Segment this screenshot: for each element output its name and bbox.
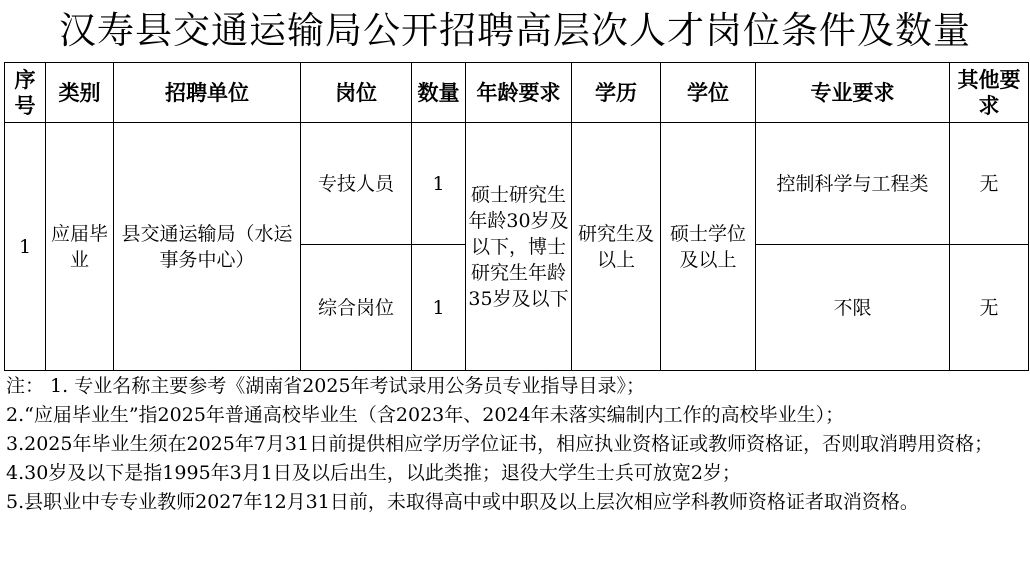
page-title: 汉寿县交通运输局公开招聘高层次人才岗位条件及数量 [59, 9, 971, 52]
note-item: 注： 1. 专业名称主要参考《湖南省2025年考试录用公务员专业指导目录》； [6, 375, 646, 397]
header-unit: 招聘单位 [114, 63, 301, 123]
cell-category: 应届毕业 [46, 123, 114, 371]
cell-other: 无 [950, 123, 1029, 245]
cell-seq: 1 [5, 123, 46, 371]
cell-position: 专技人员 [301, 123, 412, 245]
cell-major: 不限 [756, 245, 950, 371]
positions-table [4, 62, 1029, 371]
header-category: 类别 [46, 63, 114, 123]
header-count: 数量 [412, 63, 466, 123]
header-seq: 序号 [5, 63, 46, 123]
cell-degree: 硕士学位及以上 [661, 123, 756, 371]
cell-major: 控制科学与工程类 [756, 123, 950, 245]
note-item: 5.县职业中专专业教师2027年12月31日前，未取得高中或中职及以上层次相应学科教师资格证者取消资格。 [6, 491, 919, 513]
table-row [5, 123, 1029, 245]
cell-unit: 县交通运输局（水运事务中心） [114, 123, 301, 371]
note-item: 2.“应届毕业生”指2025年普通高校毕业生（含2023年、2024年未落实编制内工作的高校毕业生）； [6, 404, 845, 426]
cell-other: 无 [950, 245, 1029, 371]
cell-education: 研究生及以上 [572, 123, 661, 371]
cell-age: 硕士研究生年龄30岁及以下，博士研究生年龄35岁及以下 [466, 123, 572, 371]
header-major: 专业要求 [756, 63, 950, 123]
header-row [5, 63, 1029, 123]
header-education: 学历 [572, 63, 661, 123]
cell-count: 1 [412, 123, 466, 245]
cell-count: 1 [412, 245, 466, 371]
header-degree: 学位 [661, 63, 756, 123]
header-other: 其他要求 [950, 63, 1029, 123]
cell-position: 综合岗位 [301, 245, 412, 371]
header-position: 岗位 [301, 63, 412, 123]
notes-section [6, 372, 1026, 517]
note-item: 4.30岁及以下是指1995年3月1日及以后出生，以此类推；退役大学生士兵可放宽2岁； [6, 462, 741, 484]
header-age: 年龄要求 [466, 63, 572, 123]
note-item: 3.2025年毕业生须在2025年7月31日前提供相应学历学位证书，相应执业资格证或教师资格证，否则取消聘用资格； [6, 433, 994, 455]
